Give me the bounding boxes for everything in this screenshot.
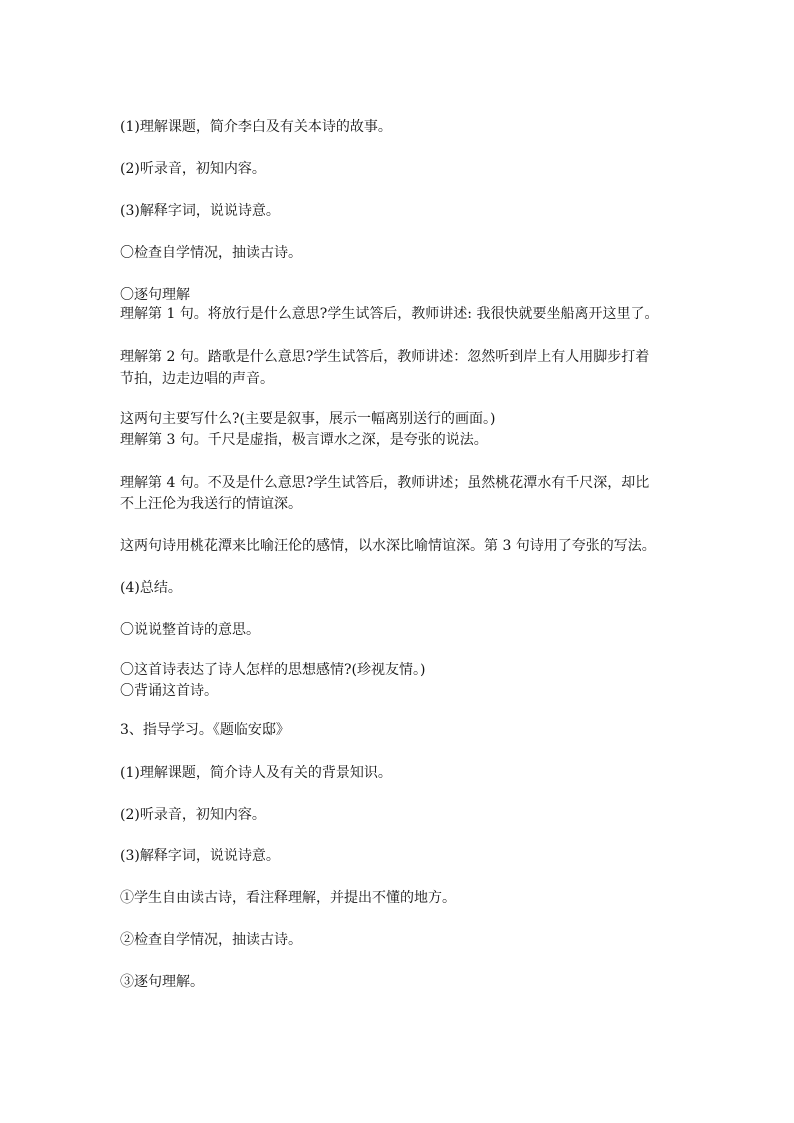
text-line: 理解第 2 句。踏歌是什么意思?学生试答后，教师讲述：忽然听到岸上有人用脚步打着 <box>120 349 650 365</box>
text-line: ③逐句理解。 <box>120 974 204 990</box>
text-line: (3)解释字词，说说诗意。 <box>120 848 280 864</box>
text-line: 〇背诵这首诗。 <box>120 683 218 699</box>
text-line: 理解第 1 句。将放行是什么意思?学生试答后，教师讲述: 我很快就要坐船离开这里了。 <box>120 306 659 322</box>
text-line: 理解第 4 句。不及是什么意思?学生试答后，教师讲述；虽然桃花潭水有千尺深，却比 <box>120 475 650 491</box>
text-line: ①学生自由读古诗，看注释理解，并提出不懂的地方。 <box>120 890 456 906</box>
text-line: 〇检查自学情况，抽读古诗。 <box>120 245 302 261</box>
text-line: (1)理解课题，简介李白及有关本诗的故事。 <box>120 119 392 135</box>
text-line: (4)总结。 <box>120 580 182 596</box>
text-line: (3)解释字词，说说诗意。 <box>120 203 280 219</box>
text-line: 这两句主要写什么?(主要是叙事，展示一幅离别送行的画面。) <box>120 411 496 427</box>
text-line: (1)理解课题，简介诗人及有关的背景知识。 <box>120 765 392 781</box>
text-line: ②检查自学情况，抽读古诗。 <box>120 932 302 948</box>
text-line: 理解第 3 句。千尺是虚指，极言谭水之深，是夸张的说法。 <box>120 432 488 448</box>
text-line: 〇说说整首诗的意思。 <box>120 622 260 638</box>
text-line: 〇逐句理解 <box>120 287 190 303</box>
text-line: 不上汪伦为我送行的情谊深。 <box>120 496 302 512</box>
text-line: 〇这首诗表达了诗人怎样的思想感情?(珍视友情。) <box>120 662 426 678</box>
text-line: 这两句诗用桃花潭来比喻汪伦的感情，以水深比喻情谊深。第 3 句诗用了夸张的写法。 <box>120 538 656 554</box>
text-line: (2)听录音，初知内容。 <box>120 161 266 177</box>
text-line: 3、指导学习。《题临安邸》 <box>120 722 290 738</box>
text-line: 节拍，边走边唱的声音。 <box>120 371 274 387</box>
text-line: (2)听录音，初知内容。 <box>120 807 266 823</box>
